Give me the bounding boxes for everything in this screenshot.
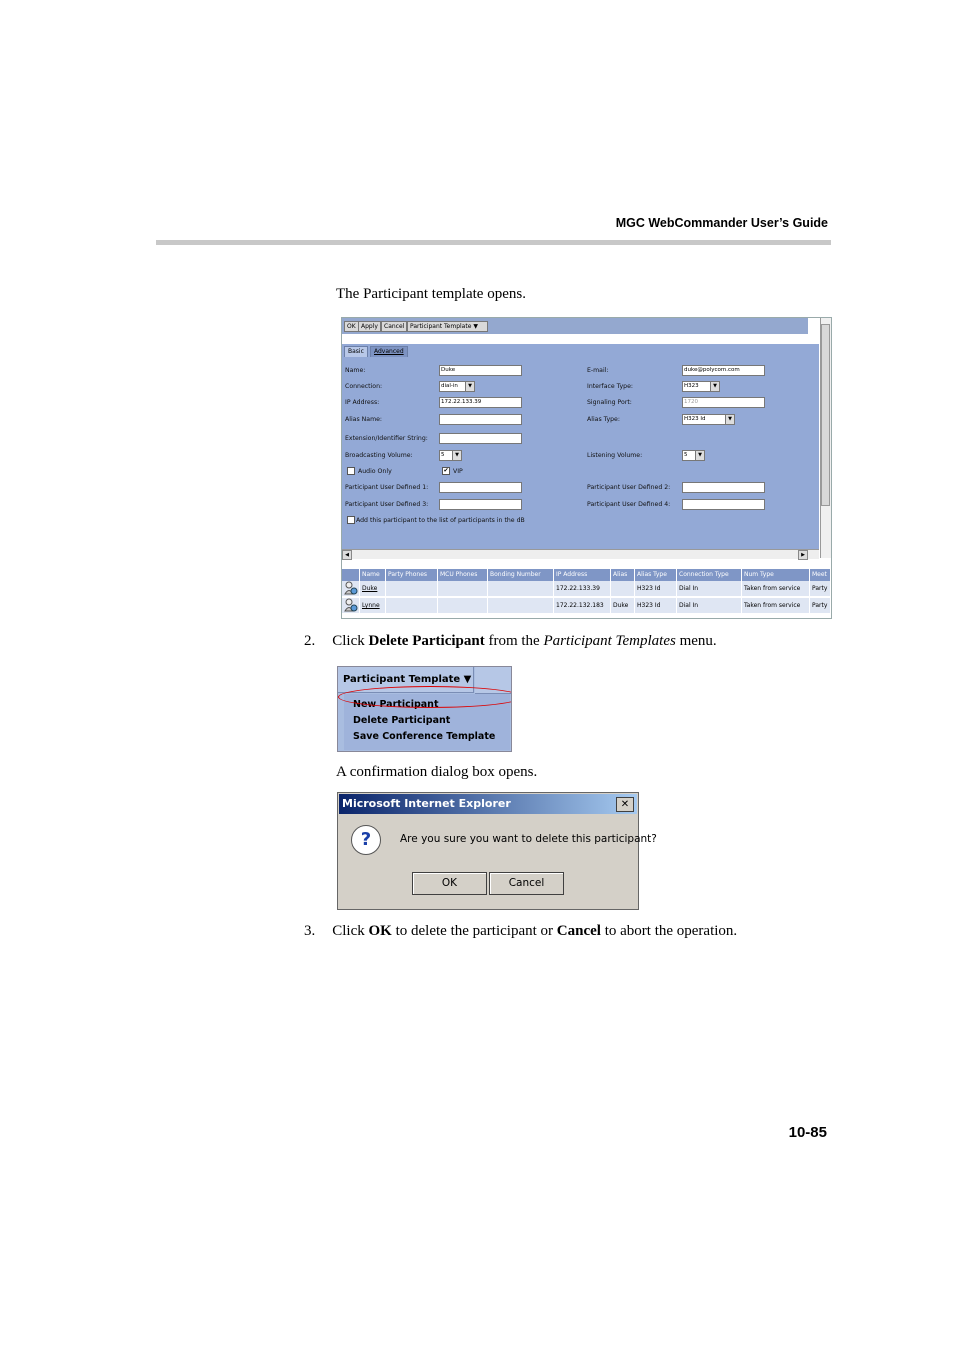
highlight-oval — [338, 686, 512, 708]
participant-template-menu[interactable] — [407, 321, 488, 332]
step-3-number: 3. — [304, 923, 316, 939]
form-topband — [342, 334, 819, 344]
grid-cell: Taken from service — [742, 581, 810, 597]
scroll-thumb[interactable] — [821, 324, 830, 506]
running-header-title: MGC WebCommander User’s Guide — [615, 216, 828, 230]
alias-type-select[interactable] — [682, 414, 735, 425]
user-defined-1-label: Participant User Defined 1: — [345, 484, 429, 491]
user-defined-2-label: Participant User Defined 2: — [587, 484, 671, 491]
grid-header-cell[interactable]: Bonding Number — [488, 569, 554, 581]
signaling-port-field[interactable]: 1720 — [682, 397, 765, 408]
grid-cell: Dial In — [677, 581, 742, 597]
listening-volume-label: Listening Volume: — [587, 452, 643, 459]
user-defined-4-label: Participant User Defined 4: — [587, 501, 671, 508]
vip-label: VIP — [453, 468, 463, 475]
grid-header-cell[interactable]: Num Type — [742, 569, 810, 581]
step-2-italic: Participant Templates — [543, 633, 676, 649]
scroll-left-icon[interactable]: ◀ — [342, 550, 352, 560]
grid-cell: H323 Id — [635, 581, 677, 597]
audio-only-checkbox[interactable] — [347, 467, 355, 475]
grid-cell: 172.22.132.183 — [554, 598, 611, 614]
participant-icon — [342, 598, 360, 614]
cancel-button[interactable]: Cancel — [381, 321, 407, 332]
add-to-db-label: Add this participant to the list of participants in the dB — [356, 517, 525, 524]
confirmation-dialog-screenshot — [337, 792, 657, 910]
chevron-down-icon: ▼ — [710, 382, 719, 391]
dialog-title: Microsoft Internet Explorer — [342, 797, 511, 810]
participant-template-screenshot — [341, 317, 832, 619]
audio-only-label: Audio Only — [358, 468, 392, 475]
broadcasting-volume-value: 5 — [441, 452, 445, 458]
ip-address-field[interactable]: 172.22.133.39 — [439, 397, 522, 408]
step-2-number: 2. — [304, 633, 316, 649]
grid-header-cell[interactable]: Party Phones — [386, 569, 438, 581]
listening-volume-select[interactable] — [682, 450, 705, 461]
grid-cell: 172.22.133.39 — [554, 581, 611, 597]
question-icon: ? — [351, 825, 381, 855]
grid-header-cell[interactable]: Alias — [611, 569, 635, 581]
tab-advanced[interactable]: Advanced — [370, 346, 408, 357]
scroll-right-icon[interactable]: ▶ — [798, 550, 808, 560]
add-to-db-checkbox[interactable] — [347, 516, 355, 524]
alias-type-value: H323 Id — [684, 416, 706, 422]
user-defined-2-field[interactable] — [682, 482, 765, 493]
menu-item-delete-participant[interactable]: Delete Participant — [353, 715, 451, 726]
email-field[interactable]: duke@polycom.com — [682, 365, 765, 376]
step-3-text-mid: to delete the participant or — [391, 923, 557, 939]
apply-button[interactable]: Apply — [358, 321, 381, 332]
dialog-titlebar — [339, 794, 637, 814]
alias-name-field[interactable] — [439, 414, 522, 425]
close-icon[interactable]: ✕ — [616, 797, 634, 812]
vip-checkbox[interactable]: ✔ — [443, 467, 449, 474]
grid-cell: Dial In — [677, 598, 742, 614]
grid-header-cell[interactable]: Meet — [810, 569, 831, 581]
grid-cell: H323 Id — [635, 598, 677, 614]
chevron-down-icon: ▼ — [463, 674, 472, 685]
grid-cell — [488, 598, 554, 614]
signaling-port-label: Signaling Port: — [587, 399, 632, 406]
chevron-down-icon: ▼ — [452, 451, 461, 460]
step-3-cancel: Cancel — [556, 923, 601, 939]
participant-icon — [342, 581, 360, 597]
menu-item-save-conference-template[interactable]: Save Conference Template — [353, 731, 496, 742]
user-defined-3-label: Participant User Defined 3: — [345, 501, 429, 508]
extension-field[interactable] — [439, 433, 522, 444]
participant-template-menu-label: Participant Template — [410, 323, 472, 330]
confirm-paragraph: A confirmation dialog box opens. — [336, 764, 538, 780]
chevron-down-icon: ▼ — [725, 415, 734, 424]
extension-label: Extension/Identifier String: — [345, 435, 428, 442]
horizontal-scrollbar[interactable] — [342, 549, 819, 559]
tab-basic[interactable]: Basic — [344, 346, 368, 357]
form-panel — [342, 334, 819, 550]
connection-select[interactable] — [439, 381, 475, 392]
grid-cell: Taken from service — [742, 598, 810, 614]
step-2-text-pre: Click — [332, 633, 369, 649]
grid-cell — [438, 598, 488, 614]
email-label: E-mail: — [587, 367, 609, 374]
alias-name-label: Alias Name: — [345, 416, 382, 423]
toolbar — [342, 318, 808, 334]
step-3-text-pre: Click — [332, 923, 369, 939]
grid-cell: Party — [810, 581, 831, 597]
grid-header-cell[interactable]: MCU Phones — [438, 569, 488, 581]
user-defined-4-field[interactable] — [682, 499, 765, 510]
grid-cell — [488, 581, 554, 597]
grid-header-cell[interactable]: Alias Type — [635, 569, 677, 581]
chevron-down-icon: ▼ — [473, 323, 478, 330]
grid-cell — [386, 598, 438, 614]
header-rule — [156, 240, 831, 245]
grid-header-cell[interactable]: Name — [360, 569, 386, 581]
alias-type-label: Alias Type: — [587, 416, 620, 423]
participant-template-menu-screenshot — [337, 666, 512, 752]
interface-type-label: Interface Type: — [587, 383, 633, 390]
chevron-down-icon: ▼ — [695, 451, 704, 460]
name-field[interactable]: Duke — [439, 365, 522, 376]
chevron-down-icon: ▼ — [465, 382, 474, 391]
ip-address-label: IP Address: — [345, 399, 380, 406]
step-3-text-post: to abort the operation. — [600, 923, 738, 939]
listening-volume-value: 5 — [684, 452, 688, 458]
broadcasting-volume-select[interactable] — [439, 450, 462, 461]
dialog-message: Are you sure you want to delete this participant? — [400, 833, 657, 845]
broadcasting-volume-label: Broadcasting Volume: — [345, 452, 413, 459]
intro-paragraph: The Participant template opens. — [336, 286, 526, 302]
interface-type-value: H323 — [684, 383, 699, 389]
menu-item-new-participant[interactable]: New Participant — [353, 699, 439, 710]
grid-cell — [438, 581, 488, 597]
step-2 — [304, 632, 717, 650]
user-defined-1-field[interactable] — [439, 482, 522, 493]
step-2-text-mid: from the — [484, 633, 544, 649]
connection-label: Connection: — [345, 383, 383, 390]
connection-select-value: dial-in — [441, 383, 458, 389]
grid-cell — [611, 581, 635, 597]
name-label: Name: — [345, 367, 366, 374]
grid-header-cell[interactable]: Connection Type — [677, 569, 742, 581]
step-2-text-post: menu. — [675, 633, 717, 649]
ok-button[interactable]: OK — [344, 321, 359, 332]
grid-header-cell[interactable]: IP Address — [554, 569, 611, 581]
menu-title: Participant Template — [343, 674, 461, 685]
dialog-cancel-button[interactable]: Cancel — [489, 872, 564, 895]
participant-name-link[interactable]: Lynne — [360, 598, 386, 614]
grid-header-cell[interactable] — [342, 569, 360, 581]
step-3-ok: OK — [368, 923, 392, 939]
dialog-ok-button[interactable]: OK — [412, 872, 487, 895]
participant-name-link[interactable]: Duke — [360, 581, 386, 597]
user-defined-3-field[interactable] — [439, 499, 522, 510]
interface-type-select[interactable] — [682, 381, 720, 392]
grid-cell: Duke — [611, 598, 635, 614]
grid-cell: Party — [810, 598, 831, 614]
vertical-scrollbar[interactable] — [820, 318, 831, 558]
step-2-bold: Delete Participant — [368, 633, 485, 649]
page-number: 10-85 — [788, 1124, 827, 1141]
step-3 — [304, 922, 737, 940]
grid-cell — [386, 581, 438, 597]
